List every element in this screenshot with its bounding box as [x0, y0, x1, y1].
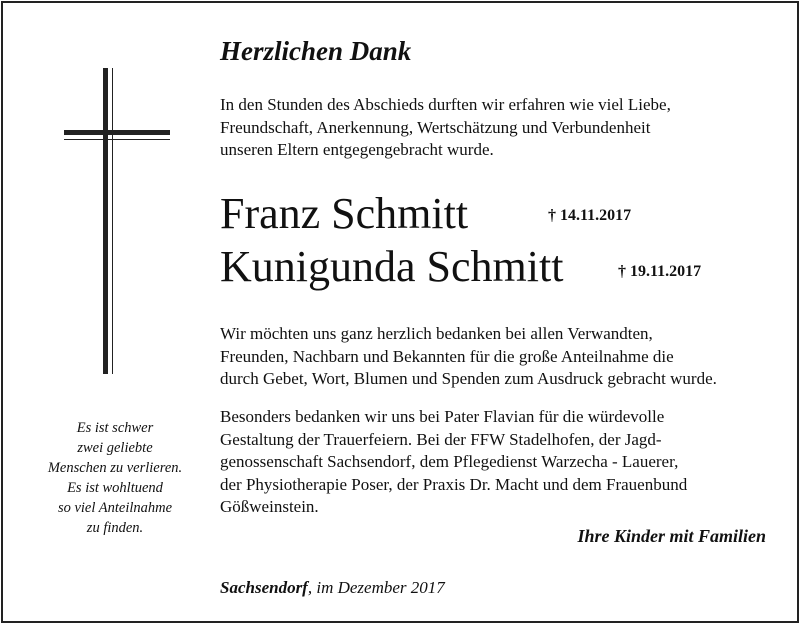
thanks-paragraph — [220, 323, 717, 391]
death-date-1: † 14.11.2017 — [548, 207, 632, 224]
poem-line: zwei geliebte — [77, 440, 153, 456]
deceased-name-2: Kunigunda Schmitt — [220, 242, 564, 291]
special-thanks-paragraph — [220, 406, 687, 519]
thanks-line: durch Gebet, Wort, Blumen und Spenden zum Ausdruck gebracht wurde. — [220, 369, 717, 389]
thanks-line: Wir möchten uns ganz herzlich bedanken bei allen Verwandten, — [220, 324, 653, 343]
notice-title: Herzlichen Dank — [220, 36, 412, 66]
place-name: Sachsendorf — [220, 578, 308, 597]
signature: Ihre Kinder mit Familien — [577, 526, 766, 546]
poem-line: Menschen zu verlieren. — [47, 460, 183, 476]
poem-line: so viel Anteilnahme — [57, 500, 173, 516]
poem-line: zu finden. — [86, 520, 144, 536]
thanks-line: Freunden, Nachbarn und Bekannten für die große Anteilnahme die — [220, 346, 674, 366]
intro-line: Freundschaft, Anerkennung, Wertschätzung und Verbundenheit — [220, 117, 651, 137]
date-text: , im Dezember 2017 — [307, 578, 445, 597]
intro-line: unseren Eltern entgegengebracht wurde. — [220, 140, 494, 160]
poem-line: Es ist wohltuend — [67, 480, 163, 496]
deceased-name-1: Franz Schmitt — [220, 189, 469, 238]
special-line: Besonders bedanken wir uns bei Pater Flavian für die würdevolle — [220, 407, 665, 426]
poem — [30, 418, 200, 538]
poem-line: Es ist schwer — [76, 420, 154, 436]
death-date-2: † 19.11.2017 — [618, 263, 702, 280]
place-date — [220, 578, 445, 598]
cross-icon — [60, 64, 172, 376]
special-line: Gestaltung der Trauerfeiern. Bei der FFW Stadelhofen, der Jagd- — [220, 429, 662, 449]
intro-paragraph — [220, 94, 671, 162]
special-line: der Physiotherapie Poser, der Praxis Dr. Macht und dem Frauenbund — [220, 474, 688, 494]
special-line: Gößweinstein. — [220, 497, 319, 517]
intro-line: In den Stunden des Abschieds durften wir erfahren wie viel Liebe, — [220, 95, 671, 114]
special-line: genossenschaft Sachsendorf, dem Pflegedienst Warzecha - Lauerer, — [220, 452, 679, 472]
